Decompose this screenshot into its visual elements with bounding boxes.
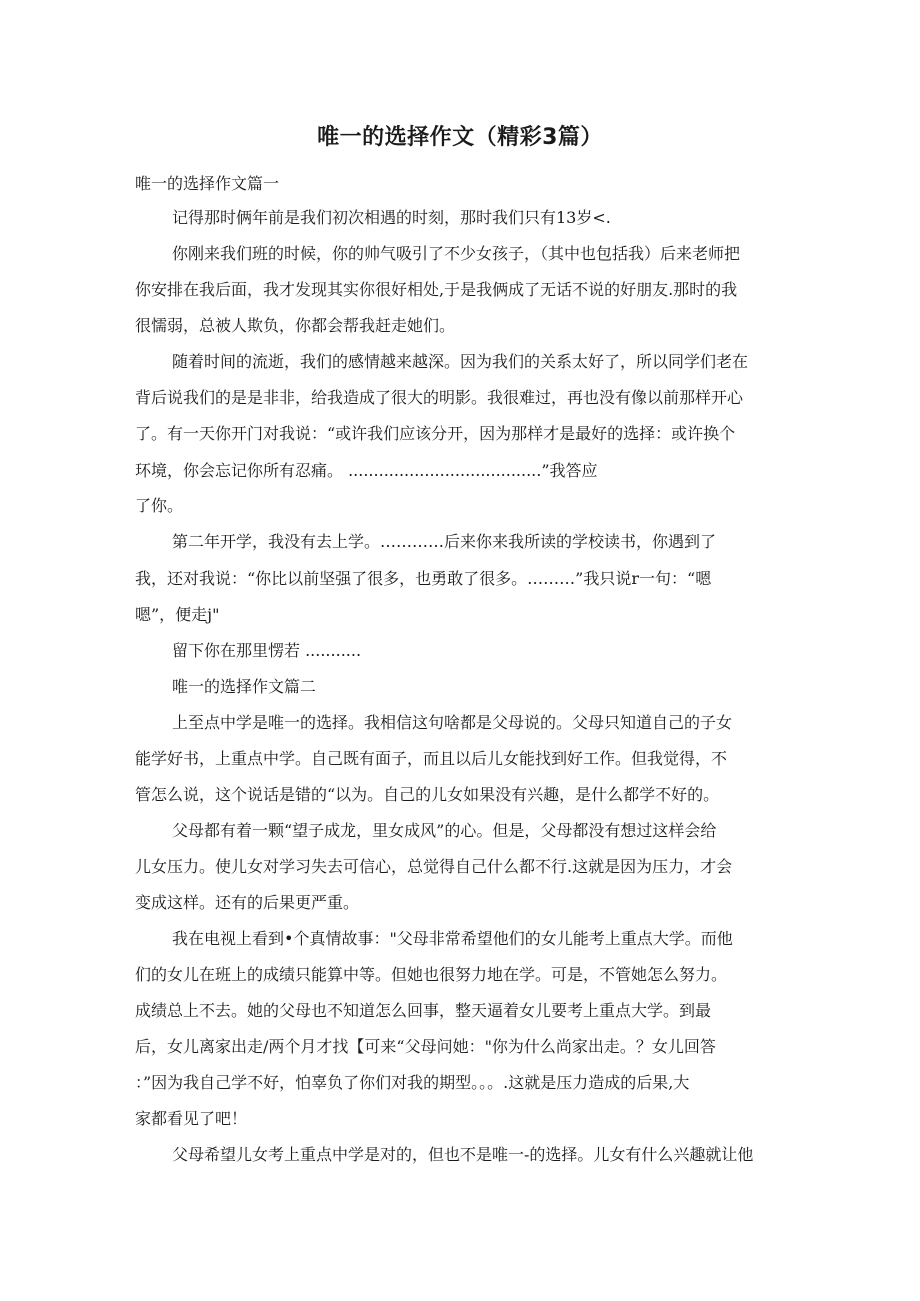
text-line: 变成这样。还有的后果更严重。 (135, 893, 360, 912)
text-line: 能学好书，上重点中学。自己既有面子，而且以后儿女能找到好工作。但我觉得，不 (135, 749, 728, 768)
text-line: 们的女儿在班上的成绩只能算中等。但她也很努力地在学。可是，不管她怎么努力。 (135, 965, 728, 984)
text-line: 家都看见了吧！ (135, 1109, 248, 1128)
text-line: 嗯”，便走j" (135, 605, 220, 624)
text-line: 父母都有着一颗“望子成龙，里女成风”的心。但是，父母都没有想过这样会给 (172, 821, 717, 840)
text-line: 父母希望儿女考上重点中学是对的，但也不是唯一-的选择。儿女有什么兴趣就让他 (172, 1145, 754, 1164)
document-title: 唯一的选择作文（精彩3篇） (317, 125, 603, 150)
text-line: 我，还对我说：“你比以前坚强了很多，也勇敢了很多。………”我只说r一句：“嗯 (135, 569, 712, 588)
text-line: ：”因为我自己学不好，怕辜负了你们对我的期型。。。.这就是压力造成的后果,大 (135, 1073, 690, 1092)
text-line: 上至点中学是唯一的选择。我相信这句啥都是父母说的。父母只知道自己的子女 (172, 713, 733, 732)
section-heading-1: 唯一的选择作文篇一 (135, 174, 280, 193)
text-line: 随着时间的流逝，我们的感情越来越深。因为我们的关系太好了，所以同学们老在 (172, 352, 749, 371)
text-line: 我在电视上看到•个真情故事："父母非常希望他们的女儿能考上重点大学。而他 (172, 929, 733, 948)
text-line: 背后说我们的是是非非，给我造成了很大的明影。我很难过，再也没有像以前那样开心 (135, 388, 744, 407)
text-line: 你刚来我们班的时候，你的帅气吸引了不少女孩子，（其中也包括我）后来老师把 (172, 244, 741, 263)
text-line: 成绩总上不去。她的父母也不知道怎么回事，整天逼着女儿要考上重点大学。到最 (135, 1001, 712, 1020)
text-line: 管怎么说，这个说话是错的“以为。自己的儿女如果没有兴趣，是什么都学不好的。 (135, 785, 720, 804)
text-line: 儿女压力。使儿女对学习失去可信心，总觉得自己什么都不行.这就是因为压力，才会 (135, 857, 733, 876)
text-line: 第二年开学，我没有去上学。…………后来你来我所读的学校读书，你遇到了 (172, 532, 717, 551)
text-line: 后，女儿离家出走/两个月才找【可来“父母问她："你为什么尚家出走。？女儿回答 (135, 1037, 716, 1056)
text-line: 了。有一天你开门对我说：“或许我们应该分开，因为那样才是最好的选择：或许换个 (135, 424, 736, 443)
text-line: 留下你在那里愣若 ........... (172, 641, 362, 660)
text-line: 环境，你会忘记你所有忍痛。 ......................................”我答应 (135, 461, 598, 480)
section-heading-2: 唯一的选择作文篇二 (172, 677, 317, 696)
text-line: 记得那时俩年前是我们初次相遇的时刻，那时我们只有13岁<. (172, 208, 611, 227)
text-line: 你安排在我后面，我才发现其实你很好相处,于是我俩成了无话不说的好朋友.那时的我 (135, 280, 738, 299)
text-line: 很懦弱，总被人欺负，你都会帮我赶走她们。 (135, 316, 456, 335)
text-line: 了你。 (135, 496, 184, 515)
